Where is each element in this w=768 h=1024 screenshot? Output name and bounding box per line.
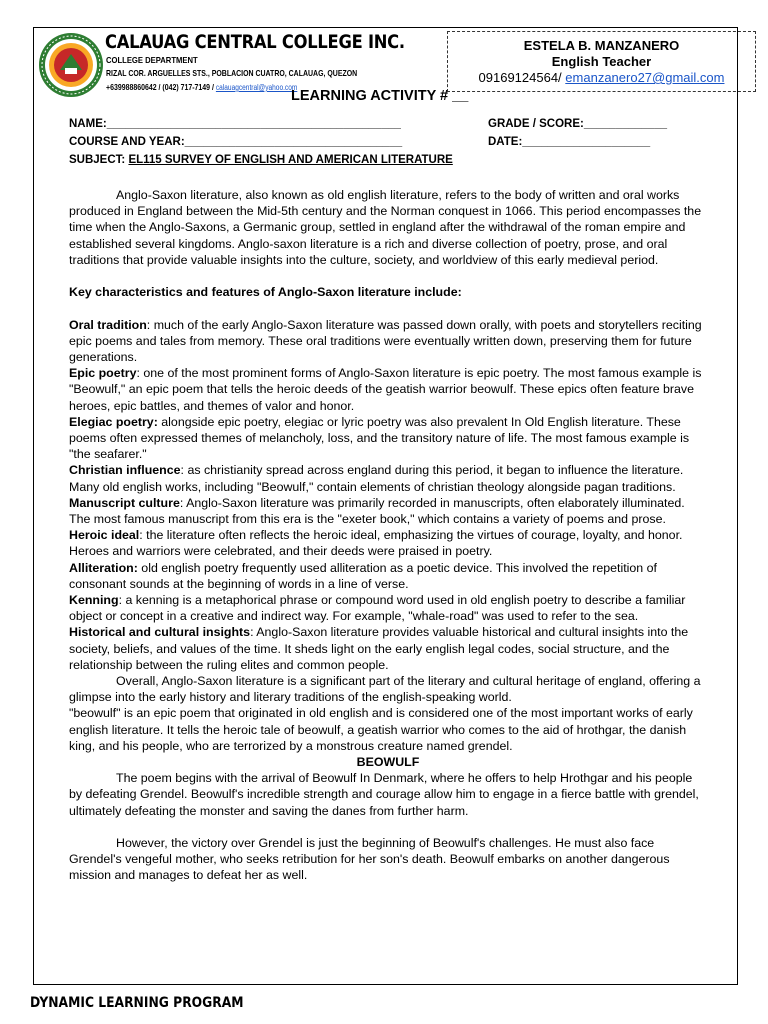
- overall-paragraph: Overall, Anglo-Saxon literature is a significant part of the literary and cultural heritage of england, offering a glimpse into the early history and literary traditions of the english-speaking world.: [69, 674, 701, 705]
- subject-label: SUBJECT:: [69, 154, 129, 166]
- college-name: CALAUAG CENTRAL COLLEGE INC.: [105, 31, 405, 53]
- beowulf-intro-paragraph: "beowulf" is an epic poem that originated in old english and is considered one of the most important works of early english literature. It tells the heroic tale of beowulf, a geatish warrior who comes to the aid of hrothgar, the danish king, and his people, who are terrorized by a monstrous creature named grendel.: [69, 706, 693, 753]
- date-field[interactable]: DATE:____________________: [488, 136, 651, 148]
- grade-score-field[interactable]: GRADE / SCORE:_____________: [488, 118, 667, 130]
- characteristic-item: [69, 414, 707, 463]
- characteristic-term: Oral tradition: [69, 317, 147, 332]
- teacher-contact-line: [448, 70, 755, 86]
- document-body: [69, 187, 707, 884]
- characteristic-text: much of the early Anglo-Saxon literature was passed down orally, with poets and storytellers reciting epic poems and tales from memory. These oral traditions were eventually written down, preserving them for future generations.: [69, 317, 702, 364]
- characteristic-text: one of the most prominent forms of Anglo-Saxon literature is epic poetry. The most famous example is "Beowulf," an epic poem that tells the heroic deeds of the geatish warrior beowulf. These epics often feature brave heroes, epic battles, and themes of valor and honor.: [69, 366, 702, 413]
- beowulf-paragraph-2: However, the victory over Grendel is just the beginning of Beowulf's challenges. He must also face Grendel's vengeful mother, who seeks retribution for her son's death. Beowulf embarks on another dangerous mission and manages to defeat her as well.: [69, 836, 670, 883]
- characteristic-text: a kenning is a metaphorical phrase or compound word used in old english poetry to describe a familiar object or concept in a creative and indirect way. For example, "whale-road" was used to refer to the sea.: [69, 593, 686, 624]
- characteristic-term: Epic poetry: [69, 366, 137, 381]
- name-field[interactable]: NAME:______________________________________________: [69, 118, 401, 130]
- characteristic-item: [69, 527, 707, 559]
- teacher-contact-box: [447, 31, 756, 92]
- teacher-phone: 09169124564/: [478, 70, 566, 85]
- activity-title: LEARNING ACTIVITY # __: [291, 88, 469, 104]
- college-seal-logo: [38, 32, 104, 98]
- characteristic-term: Historical and cultural insights: [69, 625, 251, 640]
- department-name: COLLEGE DEPARTMENT: [106, 55, 198, 65]
- characteristic-item: [69, 462, 707, 494]
- characteristic-term: Kenning: [69, 593, 119, 608]
- college-contact: [106, 82, 297, 92]
- characteristic-separator: :: [118, 593, 126, 608]
- beowulf-heading: BEOWULF: [356, 755, 420, 770]
- characteristic-term: Alliteration:: [69, 560, 138, 575]
- college-address: RIZAL COR. ARGUELLES STS., POBLACION CUATRO, CALAUAG, QUEZON: [106, 68, 358, 78]
- characteristic-separator: :: [180, 463, 188, 478]
- teacher-role: English Teacher: [551, 54, 652, 69]
- characteristic-separator: :: [136, 366, 144, 381]
- characteristic-separator: :: [139, 528, 147, 543]
- college-email[interactable]: calauagcentral@yahoo.com: [215, 83, 298, 92]
- subject-value: EL115 SURVEY OF ENGLISH AND AMERICAN LITERATURE: [128, 154, 453, 166]
- subject-line: [69, 154, 453, 166]
- characteristic-text: Anglo-Saxon literature provides valuable historical and cultural insights into the society, beliefs, and values of the time. It sheds light on the early english legal codes, social structure, and the relationship between the ruling elites and common people.: [69, 625, 689, 672]
- intro-paragraph: Anglo-Saxon literature, also known as old english literature, refers to the body of written and oral works produced in England between the Mid-5th century and the Norman conquest in 1066. This period encompasses the time when the Anglo-Saxons, a Germanic group, settled in england after the withdrawal of the roman empire and established several kingdoms. Anglo-saxon literature is a rich and diverse collection of poetry, prose, and oral traditions that provide valuable insights into the culture, society, and worldview of this early medieval period.: [69, 188, 702, 267]
- characteristic-text: alongside epic poetry, elegiac or lyric poetry was also prevalent In Old English literature. These poems often expressed themes of melancholy, loss, and the transitory nature of life. The most famous example is "the seafarer.": [69, 414, 690, 462]
- characteristics-list: [69, 317, 707, 673]
- characteristic-term: Manuscript culture: [69, 495, 180, 510]
- teacher-name: ESTELA B. MANZANERO: [523, 38, 680, 53]
- characteristic-item: [69, 317, 707, 366]
- characteristic-item: [69, 560, 707, 592]
- characteristic-item: [69, 365, 707, 414]
- college-phones: +639988860642 / (042) 717-7149 /: [106, 82, 214, 92]
- characteristic-term: Christian influence: [69, 463, 181, 478]
- characteristic-term: Heroic ideal: [69, 528, 140, 543]
- characteristic-text: as christianity spread across england during this period, it began to influence the literature. Many old english works, including "Beowulf," contain elements of christian theology alongside pagan traditions.: [69, 463, 684, 494]
- beowulf-paragraph-1: The poem begins with the arrival of Beowulf In Denmark, where he offers to help Hrothgar and his people by defeating Grendel. Beowulf's incredible strength and courage allow him to engage in a fierce battle with grendel, ultimately defeating the monster and saving the danes from further harm.: [69, 771, 699, 818]
- characteristic-separator: :: [250, 625, 257, 640]
- footer-program-name: DYNAMIC LEARNING PROGRAM: [30, 995, 244, 1011]
- characteristic-text: Anglo-Saxon literature was primarily recorded in manuscripts, often elaborately illuminated. The most famous manuscript from this era is the "exeter book," which contains a variety of poems and prose.: [69, 495, 685, 527]
- course-year-field[interactable]: COURSE AND YEAR:__________________________________: [69, 136, 403, 148]
- characteristic-item: [69, 592, 707, 624]
- characteristic-item: [69, 624, 707, 673]
- characteristic-text: the literature often reflects the heroic ideal, emphasizing the virtues of courage, loyalty, and honor. Heroes and warriors were celebrated, and their deeds were praised in poetry.: [69, 528, 683, 559]
- characteristic-item: [69, 495, 707, 527]
- characteristic-text: old english poetry frequently used alliteration as a poetic device. This involved the repetition of consonant sounds at the beginning of words in a line of verse.: [69, 560, 657, 591]
- teacher-email-link[interactable]: emanzanero27@gmail.com: [565, 70, 725, 85]
- characteristic-separator: :: [146, 317, 154, 332]
- characteristic-separator: :: [179, 495, 187, 510]
- characteristic-term: Elegiac poetry:: [69, 414, 158, 429]
- key-characteristics-heading: Key characteristics and features of Anglo-Saxon literature include:: [69, 285, 462, 300]
